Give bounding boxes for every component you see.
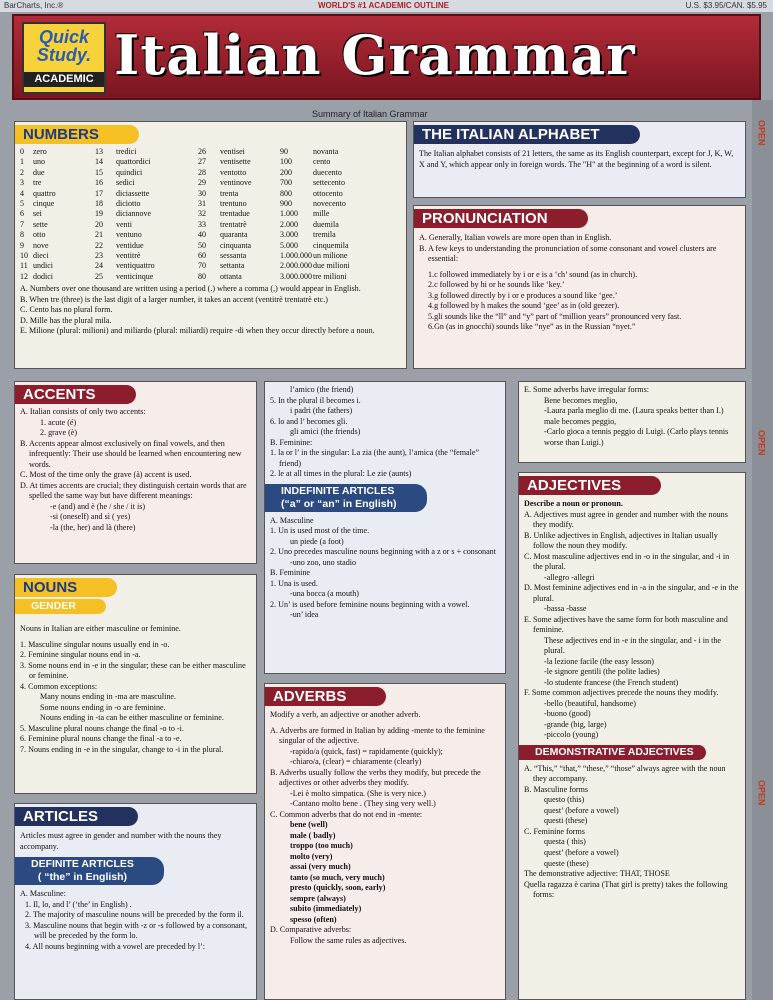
nouns-header: NOUNS	[15, 578, 117, 597]
text-line: quest’ (before a vowel)	[544, 805, 619, 815]
number-word: trentuno	[220, 199, 247, 209]
text-line: 2. Feminine singular nouns end in -a.	[20, 650, 141, 660]
text-line: C. Most of the time only the grave (à) accent is used.	[20, 470, 192, 480]
indefinite-articles-subheader	[265, 484, 427, 512]
text-line: -si (oneself) and sì ( yes)	[50, 512, 131, 522]
text-line: gli amici (the friends)	[290, 427, 361, 437]
text-line: B. When tre (three) is the last digit of a larger number, it takes an accent (ventitrè trentatrè etc.)	[20, 294, 328, 304]
number-digit: 27	[198, 157, 206, 167]
spacer	[400, 209, 407, 219]
number-digit: 14	[95, 157, 103, 167]
pronunciation-b: B. A few keys to understanding the pronunciation of some consonant and vowel clusters are essential:	[419, 243, 717, 264]
text-line: E. Milione (plural: milioni) and miliardo (plural: miliardi) require -di when they occur directly before a noun.	[20, 326, 375, 336]
nouns-panel	[14, 574, 257, 794]
number-digit: 1.000	[280, 209, 298, 219]
number-word: due milioni	[313, 261, 350, 271]
gender-subheader: GENDER	[15, 599, 106, 614]
spacer	[369, 168, 398, 178]
text-line: -la lezione facile (the easy lesson)	[544, 656, 654, 666]
text-line: -Cantano molto bene . (They sing very well.)	[290, 799, 436, 809]
spacer	[369, 178, 398, 188]
side-tab-label: OPEN	[756, 780, 767, 806]
number-word: tredici	[116, 147, 137, 156]
articles-intro: Articles must agree in gender and number with the nouns they accompany.	[20, 831, 222, 851]
number-digit: 800	[280, 188, 292, 198]
text-line: 6. lo and l’ becomes gli.	[270, 416, 348, 426]
number-word: cinquemila	[313, 240, 349, 250]
spacer	[400, 168, 407, 178]
number-word: otto	[33, 230, 46, 240]
number-word: tre milioni	[313, 271, 347, 281]
number-word: diciannove	[116, 209, 152, 219]
text-line: A. Masculine	[270, 515, 314, 525]
text-line: A. “This,” “that,” “these,” “those” always agree with the noun they accompany.	[524, 763, 726, 784]
number-word: uno	[33, 157, 45, 167]
text-line: B. Unlike adjectives in English, adjectives in Italian usually follow the noun they modify.	[524, 530, 718, 551]
pronunciation-a: A. Generally, Italian vowels are more open than in English.	[419, 233, 612, 242]
number-word: ventisei	[220, 147, 245, 156]
text-line: These adjectives end in -e in the singular, and - i in the plural.	[544, 635, 722, 656]
page-title: Italian Grammar	[114, 23, 636, 87]
number-digit: 13	[95, 147, 103, 156]
adjectives-intro: Describe a noun or pronoun.	[524, 499, 623, 508]
spacer	[400, 261, 407, 271]
text-line: D. Mille has the plural mila.	[20, 315, 112, 325]
number-word: trentatrè	[220, 219, 247, 229]
spacer	[369, 157, 398, 167]
number-digit: 2	[20, 167, 24, 177]
number-word: tremila	[313, 230, 336, 240]
text-line: 4. All nouns beginning with a vowel are preceded by l’:	[25, 941, 206, 951]
number-word: settanta	[220, 261, 245, 271]
text-line: C. Cento has no plural form.	[20, 305, 113, 315]
text-line: -Lei è molto simpatica. (She is very nice.)	[290, 788, 426, 798]
spacer	[400, 251, 407, 261]
number-word: dieci	[33, 251, 49, 261]
number-digit: 3	[20, 178, 24, 188]
number-digit: 3.000.000	[280, 271, 312, 281]
text-line: quest’ (before a vowel)	[544, 847, 619, 857]
text-line: Many nouns ending in -ma are masculine.	[40, 692, 176, 702]
text-line: The demonstrative adjective: THAT, THOSE	[524, 869, 670, 879]
spacer	[400, 220, 407, 230]
text-line: -e (and) and è (he / she / it is)	[50, 501, 146, 511]
accents-header: ACCENTS	[15, 385, 136, 404]
text-line: -la (the, her) and là (there)	[50, 522, 136, 532]
number-word: due	[33, 167, 45, 177]
quickstudy-logo	[22, 22, 106, 94]
text-line: tanto (so much, very much)	[290, 872, 385, 882]
spacer	[369, 147, 398, 157]
indefinite-subtitle: (“a” or “an” in English)	[281, 497, 397, 510]
common-adverbs-list	[270, 820, 500, 925]
number-word: trentadue	[220, 209, 250, 219]
text-line: Quella ragazza è carina (That girl is pretty) takes the following forms:	[524, 879, 728, 900]
accents-panel	[14, 381, 257, 564]
text-line: 4.g followed by h makes the sound ‘gee’ as in (old geezer).	[428, 301, 620, 311]
number-digit: 20	[95, 219, 103, 229]
spacer	[400, 189, 407, 199]
adverbs-d2: Follow the same rules as adjectives.	[290, 935, 407, 945]
number-word: cento	[313, 157, 331, 167]
number-word: cinquanta	[220, 240, 252, 250]
title-banner	[12, 14, 761, 100]
number-digit: 1	[20, 157, 24, 167]
definite-subtitle: ( “the” in English)	[37, 871, 128, 884]
text-line: C. Common adverbs that do not end in -mente:	[270, 809, 423, 819]
number-digit: 900	[280, 199, 292, 209]
text-line: 6.Gn (as in gnocchi) sounds like “nye” as in the Russian “nyet.”	[428, 322, 636, 332]
number-digit: 200	[280, 167, 292, 177]
number-digit: 26	[198, 147, 206, 156]
numbers-notes	[20, 284, 401, 337]
text-line: 1. Masculine singular nouns usually end in -o.	[20, 639, 170, 649]
adjectives-list	[524, 510, 740, 741]
definite-title: DEFINITE ARTICLES	[31, 858, 134, 871]
nouns-list	[20, 640, 251, 756]
text-line: assai (very much)	[290, 862, 351, 872]
number-digit: 7	[20, 219, 24, 229]
number-digit: 1.000.000	[280, 251, 312, 261]
text-line: B. Feminine	[270, 568, 311, 578]
number-digit: 5.000	[280, 240, 298, 250]
irregular-adverbs-list	[524, 385, 740, 448]
text-line: 4. Common exceptions:	[20, 681, 98, 691]
number-word: nove	[33, 240, 49, 250]
text-line: B. Masculine forms	[524, 784, 589, 794]
definite-articles-subheader	[15, 857, 164, 885]
number-digit: 32	[198, 209, 206, 219]
number-word: diciassette	[116, 188, 150, 198]
pronunciation-list	[419, 270, 740, 333]
number-digit: 80	[198, 271, 206, 281]
text-line: 5. In the plural il becomes i.	[270, 395, 361, 405]
number-word: settecento	[313, 178, 345, 188]
text-line: 2. grave (è)	[40, 428, 78, 438]
adjectives-panel	[518, 472, 746, 1000]
spacer	[369, 189, 398, 199]
number-digit: 18	[95, 199, 103, 209]
text-line: D. Most feminine adjectives end in -a in the singular, and -e in the plural.	[524, 583, 739, 603]
text-line: -buono (good)	[544, 709, 591, 719]
text-line: A. Adverbs are formed in Italian by adding -mente to the feminine singular of the adjective.	[270, 725, 485, 746]
text-line: -chiaro/a, (clear) = chiaramente (clearly)	[290, 757, 422, 767]
text-line: A. Numbers over one thousand are written using a period (.) where a comma (,) would appear in English.	[20, 284, 361, 294]
text-line: 3. Some nouns end in -e in the singular; these can be either masculine or feminine.	[20, 660, 246, 681]
text-line: presto (quickly, soon, early)	[290, 883, 386, 893]
text-line: 3.g followed directly by i or e produces a sound like ‘gee.’	[428, 290, 618, 300]
text-line: 1. la or l’ in the singular: La zia (the aunt), l’amica (the “female” friend)	[270, 448, 480, 468]
text-line: un piede (a foot)	[290, 536, 344, 546]
text-line: 2. Uno precedes masculine nouns beginning with a z or s + consonant	[270, 547, 496, 557]
text-line: 1. Una is used.	[270, 578, 318, 588]
number-word: quindici	[116, 167, 143, 177]
text-line: -un’ idea	[290, 610, 319, 620]
text-line: 5.gli sounds like the “ll” and “y” part of “million years” pronounced very fast.	[428, 311, 682, 321]
alphabet-header: THE ITALIAN ALPHABET	[414, 125, 640, 144]
adverbs-panel	[264, 683, 506, 1000]
text-line: -piccolo (young)	[544, 730, 599, 740]
spacer	[369, 220, 398, 230]
number-digit: 90	[280, 147, 288, 156]
text-line: -bello (beautiful, handsome)	[544, 698, 636, 708]
side-tab	[752, 100, 773, 1000]
pronunciation-panel	[413, 205, 746, 369]
text-line: C. Feminine forms	[524, 826, 585, 836]
text-line: E. Some adverbs have irregular forms:	[524, 385, 649, 394]
text-line: i padri (the fathers)	[290, 406, 353, 416]
text-line: questa ( this)	[544, 837, 586, 847]
number-digit: 100	[280, 157, 292, 167]
number-digit: 50	[198, 240, 206, 250]
text-line: -Laura parla meglio di me. (Laura speaks better than I.)	[544, 406, 724, 416]
top-bar	[0, 0, 773, 12]
number-digit: 700	[280, 178, 292, 188]
number-digit: 12	[20, 271, 28, 281]
articles-continued-list	[270, 385, 500, 480]
number-digit: 30	[198, 188, 206, 198]
publisher: BarCharts, Inc.®	[4, 1, 64, 10]
text-line: questi (these)	[544, 816, 588, 826]
pronunciation-header: PRONUNCIATION	[414, 209, 588, 228]
number-word: ottocento	[313, 188, 343, 198]
spacer	[400, 157, 407, 167]
text-line: Nouns ending in -ta can be either masculine or feminine.	[40, 713, 224, 723]
text-line: 1. Il, lo, and l’ (‘the’ in English) .	[25, 899, 132, 909]
number-word: duecento	[313, 167, 342, 177]
text-line: Bene becomes meglio,	[544, 395, 618, 405]
text-line: 1. acute (é)	[40, 417, 77, 427]
text-line: E. Some adjectives have the same form for both masculine and feminine.	[524, 614, 728, 635]
adjectives-header: ADJECTIVES	[519, 476, 661, 495]
spacer	[400, 272, 407, 282]
text-line: A. Masculine:	[20, 889, 66, 899]
text-line: -rapido/a (quick, fast) = rapidamente (quickly);	[290, 746, 443, 756]
number-word: ventinove	[220, 178, 252, 188]
number-digit: 15	[95, 167, 103, 177]
text-line: male ( badly)	[290, 830, 336, 840]
number-digit: 17	[95, 188, 103, 198]
text-line: 3. Masculine nouns that begin with -z or -s followed by a consonant, will be preceded by the form lo.	[25, 920, 248, 941]
numbers-table	[20, 147, 401, 282]
number-digit: 2.000.000	[280, 261, 312, 271]
text-line: 7. Nouns ending in -e in the singular, change to -i in the plural.	[20, 744, 224, 754]
alphabet-panel	[413, 121, 746, 198]
number-digit: 16	[95, 178, 103, 188]
text-line: B. Feminine:	[270, 437, 313, 447]
adverbs-list	[270, 726, 500, 821]
number-digit: 0	[20, 147, 24, 156]
spacer	[400, 199, 407, 209]
numbers-header: NUMBERS	[15, 125, 139, 144]
number-word: tre	[33, 178, 42, 188]
number-word: sessanta	[220, 251, 247, 261]
price: U.S. $3.95/CAN. $5.95	[685, 1, 767, 10]
text-line: sempre (always)	[290, 893, 346, 903]
number-digit: 21	[95, 230, 103, 240]
text-line: -bassa -basse	[544, 604, 587, 614]
text-line: l’amico (the friend)	[290, 385, 354, 394]
text-line: 6. Feminine plural nouns change the final -a to -e.	[20, 734, 182, 744]
text-line: -lo studente francese (the French student)	[544, 677, 679, 687]
text-line: questo (this)	[544, 795, 585, 805]
logo-quick: Quick	[38, 27, 90, 47]
number-word: diciotto	[116, 199, 141, 209]
text-line: -Carlo gioca a tennis peggio di Luigi. (Carlo plays tennis worse than Luigi.)	[544, 427, 729, 447]
number-digit: 29	[198, 178, 206, 188]
number-word: dodici	[33, 271, 53, 281]
number-word: ottanta	[220, 271, 242, 281]
number-digit: 22	[95, 240, 103, 250]
accents-list	[20, 407, 251, 533]
adverbs-intro: Modify a verb, an adjective or another adverb.	[270, 710, 421, 719]
text-line: 5. Masculine plural nouns change the final -o to -i.	[20, 723, 184, 733]
side-tab-label: OPEN	[756, 430, 767, 456]
number-digit: 60	[198, 251, 206, 261]
text-line: bene (well)	[290, 820, 328, 830]
text-line: B. Adverbs usually follow the verbs they modify, but precede the adjectives or other adverbs they modify.	[270, 767, 481, 788]
number-digit: 9	[20, 240, 24, 250]
text-line: 2. Un’ is used before feminine nouns beginning with a vowel.	[270, 599, 470, 609]
text-line: Some nouns ending in -o are feminine.	[40, 702, 166, 712]
number-word: ventiquattro	[116, 261, 155, 271]
text-line: 2. The majority of masculine nouns will be preceded by the form il.	[25, 910, 244, 920]
number-word: ventisette	[220, 157, 251, 167]
text-line: male becomes peggio,	[544, 416, 617, 426]
number-word: un milione	[313, 251, 348, 261]
number-digit: 28	[198, 167, 206, 177]
number-digit: 4	[20, 188, 24, 198]
text-line: -una bocca (a mouth)	[290, 589, 359, 599]
demonstrative-subheader: DEMONSTRATIVE ADJECTIVES	[519, 745, 706, 760]
number-digit: 2.000	[280, 219, 298, 229]
number-digit: 10	[20, 251, 28, 261]
text-line: troppo (too much)	[290, 841, 353, 851]
number-digit: 24	[95, 261, 103, 271]
text-line: subito (immediately)	[290, 904, 362, 914]
number-word: ventidue	[116, 240, 144, 250]
number-word: quattordici	[116, 157, 151, 167]
spacer	[369, 209, 398, 219]
number-digit: 25	[95, 271, 103, 281]
spacer	[400, 178, 407, 188]
numbers-panel	[14, 121, 407, 369]
number-word: venti	[116, 219, 132, 229]
logo-study: Study.	[36, 45, 92, 65]
number-word: trenta	[220, 188, 239, 198]
number-word: sedici	[116, 178, 135, 188]
number-word: novanta	[313, 147, 339, 156]
text-line: -allegro -allegri	[544, 572, 595, 582]
text-line: A. Adjectives must agree in gender and number with the nouns they modify.	[524, 509, 728, 530]
number-digit: 5	[20, 199, 24, 209]
definite-articles-list	[20, 889, 251, 952]
number-word: ventuno	[116, 230, 142, 240]
number-word: novecento	[313, 199, 346, 209]
alphabet-text: The Italian alphabet consists of 21 letters, the same as its English counterpart, except for J, K, W, X and Y, which appear only in foreign words. The "H" at the beginning of a word is silent.	[419, 149, 734, 169]
text-line: -grande (big, large)	[544, 719, 607, 729]
number-word: sette	[33, 219, 48, 229]
spacer	[400, 230, 407, 240]
text-line: A. Italian consists of only two accents:	[20, 407, 146, 416]
summary-caption: Summary of Italian Grammar	[312, 109, 428, 119]
spacer	[369, 251, 398, 261]
text-line: -uno zoo, uno stadio	[290, 557, 357, 567]
number-digit: 33	[198, 219, 206, 229]
articles-panel	[14, 803, 257, 1000]
text-line: 2. le at all times in the plural: Le zie (aunts)	[270, 469, 412, 479]
number-word: ventitrè	[116, 251, 141, 261]
text-line: molto (very)	[290, 851, 333, 861]
logo-academic: ACADEMIC	[24, 72, 104, 87]
number-digit: 19	[95, 209, 103, 219]
text-line: D. At times accents are crucial; they distinguish certain words that are spelled the same way but have different meanings:	[20, 480, 247, 501]
nouns-intro: Nouns in Italian are either masculine or feminine.	[20, 624, 181, 633]
number-word: venticinque	[116, 271, 154, 281]
number-word: cinque	[33, 199, 55, 209]
articles-continued-panel	[264, 381, 506, 674]
number-digit: 40	[198, 230, 206, 240]
adverbs-d: D. Comparative adverbs:	[270, 925, 352, 935]
text-line: 1.c followed immediately by i or e is a ‘ch’ sound (as in church).	[428, 269, 638, 279]
text-line: F. Some common adjectives precede the nouns they modify.	[524, 688, 719, 698]
text-line: B. Accents appear almost exclusively on final vowels, and then infrequently: Their use should be learned when encountering new words.	[20, 438, 242, 469]
number-word: sei	[33, 209, 42, 219]
number-digit: 70	[198, 261, 206, 271]
number-digit: 3.000	[280, 230, 298, 240]
spacer	[369, 199, 398, 209]
tagline: WORLD'S #1 ACADEMIC OUTLINE	[318, 1, 449, 10]
articles-header: ARTICLES	[15, 807, 138, 826]
indefinite-articles-list	[270, 516, 500, 621]
text-line: queste (these)	[544, 858, 589, 868]
spacer	[400, 147, 407, 157]
spacer	[400, 241, 407, 251]
text-line: 1. Un is used most of the time.	[270, 526, 370, 536]
number-word: undici	[33, 261, 53, 271]
number-word: zero	[33, 147, 47, 156]
text-line: spesso (often)	[290, 914, 337, 924]
spacer	[369, 272, 398, 282]
number-digit: 11	[20, 261, 28, 271]
number-word: ventotto	[220, 167, 247, 177]
spacer	[369, 261, 398, 271]
number-word: quaranta	[220, 230, 248, 240]
number-word: mille	[313, 209, 330, 219]
spacer	[369, 241, 398, 251]
irregular-adverbs-panel	[518, 381, 746, 463]
number-word: quattro	[33, 188, 56, 198]
demonstrative-list	[524, 764, 740, 901]
text-line: C. Most masculine adjectives end in -o in the singular, and -i in the plural.	[524, 551, 730, 572]
text-line: -le signore gentili (the polite ladies)	[544, 667, 660, 677]
number-digit: 31	[198, 199, 206, 209]
side-tab-label: OPEN	[756, 120, 767, 146]
text-line: 2.c followed by hi or he sounds like ‘key.’	[428, 280, 565, 290]
number-word: duemila	[313, 219, 339, 229]
number-digit: 8	[20, 230, 24, 240]
indefinite-title: INDEFINITE ARTICLES	[281, 484, 395, 497]
adverbs-header: ADVERBS	[265, 687, 386, 706]
number-digit: 23	[95, 251, 103, 261]
spacer	[369, 230, 398, 240]
number-digit: 6	[20, 209, 24, 219]
